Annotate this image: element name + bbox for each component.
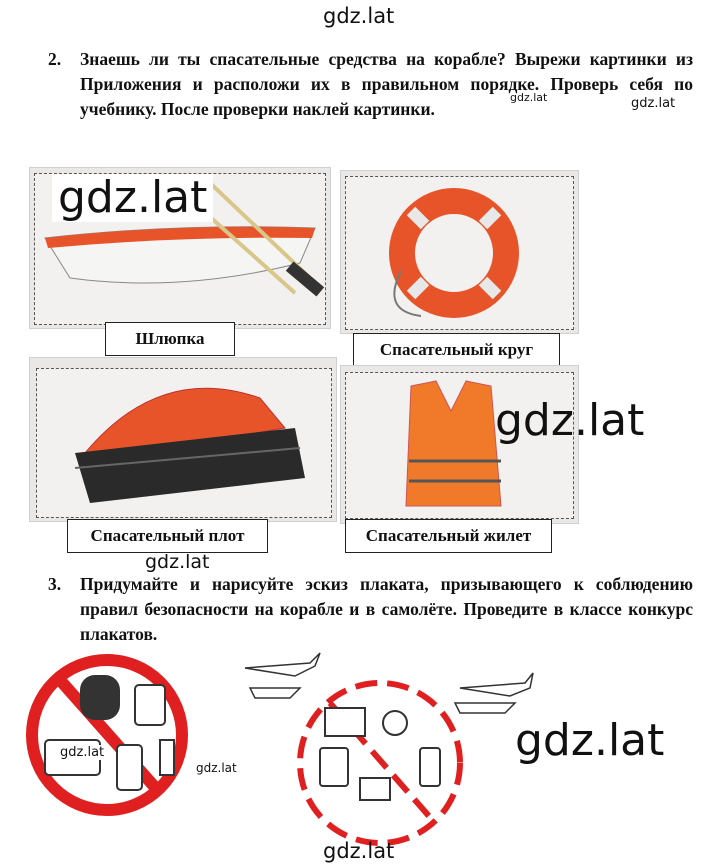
raft-picture bbox=[29, 357, 337, 522]
task-3-number: 3. bbox=[48, 574, 62, 594]
caption-raft: Спасательный плот bbox=[67, 519, 268, 553]
watermark-poster-right: gdz.lat bbox=[515, 715, 665, 766]
caption-ring: Спасательный круг bbox=[353, 333, 560, 367]
task-3 bbox=[48, 572, 693, 647]
watermark-poster-side: gdz.lat bbox=[196, 761, 237, 775]
watermark-task2-small: gdz.lat bbox=[510, 91, 548, 104]
lifebuoy-icon bbox=[341, 171, 578, 333]
task-2-text: Знаешь ли ты спасательные средства на корабле? Вырежи картинки из Приложения и расположи их в правильном порядке. Проверь себя по учебнику. После проверки наклей картинки. bbox=[80, 49, 693, 119]
watermark-boat: gdz.lat bbox=[52, 174, 213, 222]
task-3-text: Придумайте и нарисуйте эскиз плаката, призывающего к соблюдению правил безопасности на корабле и в самолёте. Проведите в классе конкурс плакатов. bbox=[80, 574, 693, 644]
liferaft-icon bbox=[30, 358, 336, 521]
watermark-top: gdz.lat bbox=[323, 4, 395, 28]
watermark-poster-left: gdz.lat bbox=[60, 745, 105, 760]
no-electronics-sign-icon bbox=[20, 645, 195, 820]
caption-boat: Шлюпка bbox=[105, 322, 235, 356]
task-2-number: 2. bbox=[48, 49, 62, 69]
task-2 bbox=[48, 47, 693, 122]
watermark-bottom: gdz.lat bbox=[323, 839, 395, 863]
ring-picture bbox=[340, 170, 579, 334]
watermark-below-raft: gdz.lat bbox=[145, 551, 210, 573]
watermark-task2: gdz.lat bbox=[631, 96, 676, 111]
no-devices-on-plane-sign-icon bbox=[235, 648, 535, 848]
watermark-vest: gdz.lat bbox=[495, 395, 645, 446]
caption-vest: Спасательный жилет bbox=[345, 519, 552, 553]
